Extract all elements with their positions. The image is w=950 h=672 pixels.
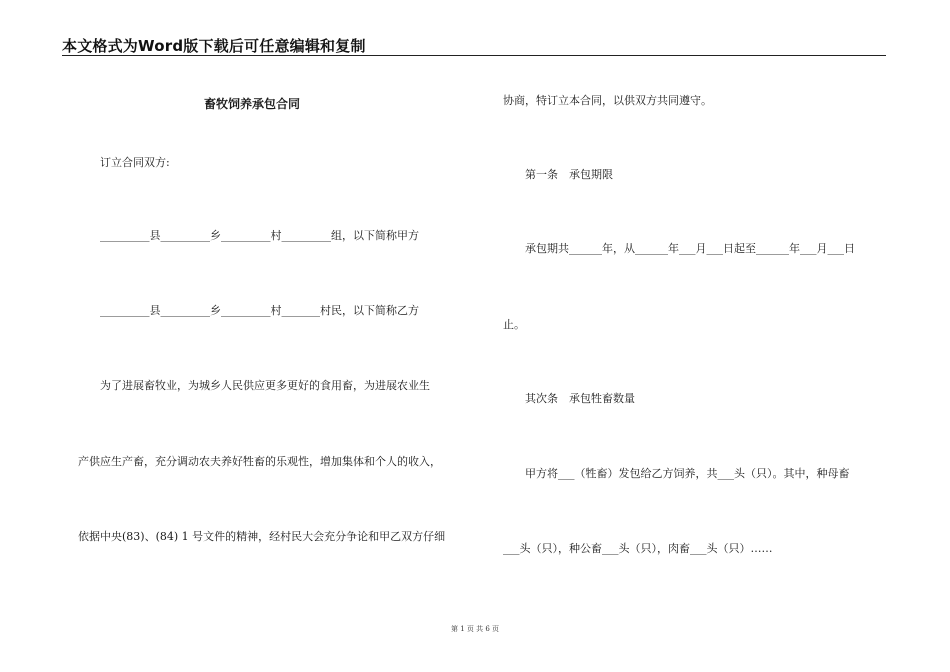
quantity-line-2: ___头（只），种公畜___头（只），肉畜___头（只）…… (503, 542, 773, 555)
header-divider (62, 55, 886, 56)
party-b-line: _________县_________乡_________村_______村民，以下简称乙方 (100, 304, 419, 317)
term-line: 承包期共______年，从______年___月___日起至______年___月___日 (525, 242, 855, 255)
article-1-heading: 第一条 承包期限 (525, 168, 613, 181)
preamble-line-4: 协商，特订立本合同，以供双方共同遵守。 (503, 94, 712, 107)
preamble-line-1: 为了进展畜牧业，为城乡人民供应更多更好的食用畜，为进展农业生 (100, 379, 430, 392)
document-banner: 本文格式为Word版下载后可任意编辑和复制 (62, 37, 366, 55)
quantity-line-1: 甲方将___（牲畜）发包给乙方饲养，共___头（只）。其中，种母畜 (525, 467, 850, 480)
preamble-line-3: 依据中央(83)、(84) 1 号文件的精神，经村民大会充分争论和甲乙双方仔细 (78, 530, 446, 543)
page-footer: 第 1 页 共 6 页 (450, 625, 500, 633)
term-line-end: 止。 (503, 318, 525, 331)
party-a-line: _________县_________乡_________村_________组，以下简称甲方 (100, 229, 419, 242)
preamble-line-2: 产供应生产畜，充分调动农夫养好牲畜的乐观性，增加集体和个人的收入， (78, 455, 441, 468)
document-title: 畜牧饲养承包合同 (204, 97, 301, 111)
article-2-heading: 其次条 承包牲畜数量 (525, 392, 635, 405)
parties-heading: 订立合同双方: (100, 156, 170, 169)
